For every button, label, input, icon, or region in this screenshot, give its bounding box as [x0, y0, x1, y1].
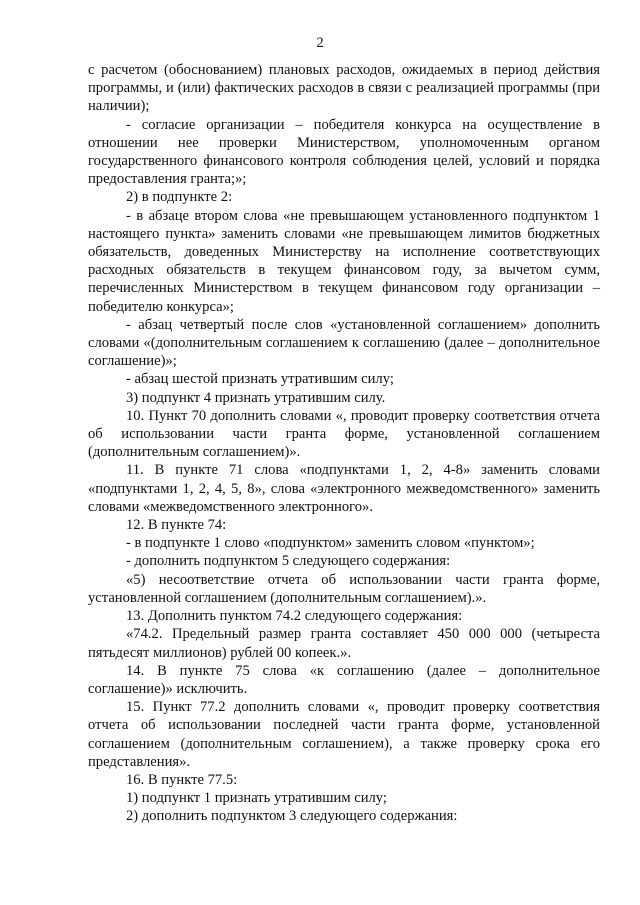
paragraph: - абзац четвертый после слов «установленной соглашением» дополнить словами «(дополнительным соглашением к соглашению (далее – дополнительное соглашение)»;	[88, 316, 600, 370]
page-number: 2	[316, 35, 324, 51]
paragraph: 1) подпункт 1 признать утратившим силу;	[126, 790, 387, 807]
paragraph: - дополнить подпунктом 5 следующего содержания:	[126, 553, 451, 570]
paragraph: 15. Пункт 77.2 дополнить словами «, проводит проверку соответствия отчета об использовании последней части гранта форме, установленной соглашением (дополнительным соглашением), а также проверку срока его представления».	[88, 699, 600, 770]
paragraph: - абзац шестой признать утратившим силу;	[126, 371, 394, 388]
paragraph: с расчетом (обоснованием) плановых расходов, ожидаемых в период действия программы, и (или) фактических расходов в связи с реализацией программы (при наличии);	[88, 62, 600, 115]
paragraph: «5) несоответствие отчета об использовании части гранта форме, установленной соглашением (дополнительным соглашением).».	[88, 571, 600, 606]
paragraph: 2) дополнить подпунктом 3 следующего содержания:	[126, 808, 458, 825]
paragraph: 12. В пункте 74:	[126, 517, 227, 534]
paragraph: «74.2. Предельный размер гранта составляет 450 000 000 (четыреста пятьдесят миллионов) рублей 00 копеек.».	[88, 626, 600, 661]
paragraph: 3) подпункт 4 признать утратившим силу.	[126, 389, 386, 406]
paragraph: - согласие организации – победителя конкурса на осуществление в отношении нее проверки Министерством, уполномоченным органом государственного финансового контроля соблюдения целей, условий и порядка предоставления гранта;»;	[88, 116, 600, 188]
paragraph: 13. Дополнить пунктом 74.2 следующего содержания:	[126, 608, 463, 625]
paragraph: 11. В пункте 71 слова «подпунктами 1, 2, 4-8» заменить словами «подпунктами 1, 2, 4, 5, 8», слова «электронного межведомственного» заменить словами «межведомственного электронного».	[88, 462, 600, 515]
paragraph: 10. Пункт 70 дополнить словами «, проводит проверку соответствия отчета об использовании части гранта форме, установленной соглашением (дополнительным соглашением)».	[88, 407, 600, 461]
paragraph: 16. В пункте 77.5:	[126, 771, 238, 788]
paragraph: - в абзаце втором слова «не превышающем установленного подпунктом 1 настоящего пункта» заменить словами «не превышающем лимитов бюджетных обязательств, доведенных Министерству на исполнение соответствующих расходных обязательств в текущем финансовом году, за вычетом сумм, перечисленных Министерством в текущем финансовом году организации – победителю конкурса»;	[88, 207, 600, 315]
paragraph: 14. В пункте 75 слова «к соглашению (далее – дополнительное соглашение)» исключить.	[88, 662, 600, 697]
document-body	[88, 61, 600, 826]
paragraph: 2) в подпункте 2:	[126, 189, 233, 206]
paragraph: - в подпункте 1 слово «подпунктом» заменить словом «пунктом»;	[126, 535, 535, 552]
